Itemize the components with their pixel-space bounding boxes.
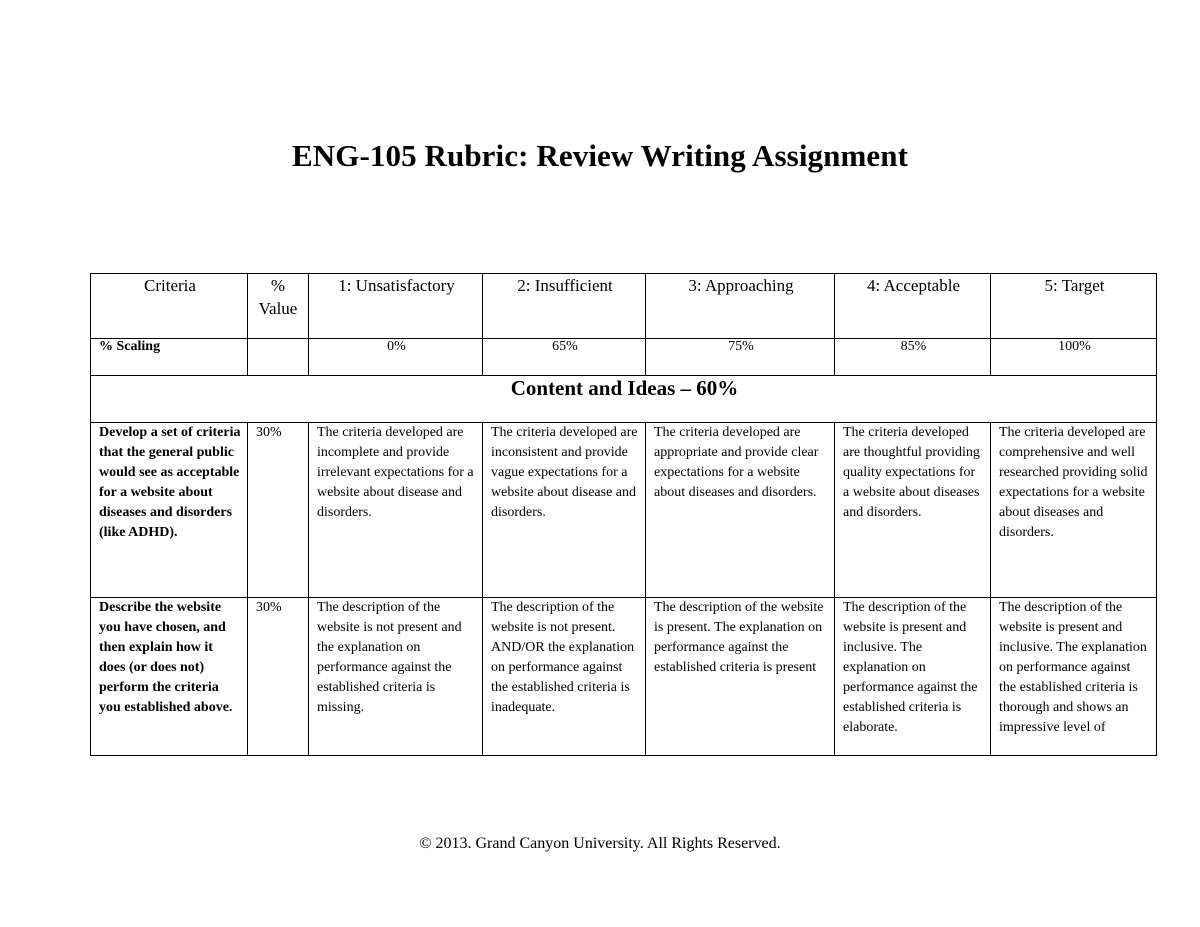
value-cell: 30% xyxy=(248,598,309,756)
level-4-cell: The criteria developed are thoughtful providing quality expectations for a website about diseases and disorders. xyxy=(835,423,991,598)
scaling-level-5: 100% xyxy=(991,339,1157,376)
scaling-level-3: 75% xyxy=(646,339,835,376)
section-row xyxy=(91,376,1157,423)
header-level-4: 4: Acceptable xyxy=(835,274,991,339)
copyright-footer: © 2013. Grand Canyon University. All Rights Reserved. xyxy=(419,835,781,852)
rubric-table xyxy=(90,273,1157,756)
level-2-cell: The criteria developed are inconsistent and provide vague expectations for a website about disease and disorders. xyxy=(483,423,646,598)
header-level-5: 5: Target xyxy=(991,274,1157,339)
header-row xyxy=(91,274,1157,339)
header-criteria: Criteria xyxy=(91,274,248,339)
header-level-1: 1: Unsatisfactory xyxy=(309,274,483,339)
level-4-cell: The description of the website is present and inclusive. The explanation on performance against the established criteria is elaborate. xyxy=(835,598,991,756)
table-row xyxy=(91,423,1157,598)
scaling-row xyxy=(91,339,1157,376)
level-1-cell: The description of the website is not present and the explanation on performance against the established criteria is missing. xyxy=(309,598,483,756)
criterion-cell: Develop a set of criteria that the general public would see as acceptable for a website about diseases and disorders (like ADHD). xyxy=(91,423,248,598)
section-title: Content and Ideas – 60% xyxy=(91,376,1157,423)
level-5-cell: The description of the website is present and inclusive. The explanation on performance against the established criteria is thorough and shows an impressive level of xyxy=(991,598,1157,756)
header-level-3: 3: Approaching xyxy=(646,274,835,339)
scaling-level-4: 85% xyxy=(835,339,991,376)
level-5-cell: The criteria developed are comprehensive and well researched providing solid expectations for a website about diseases and disorders. xyxy=(991,423,1157,598)
table-row xyxy=(91,598,1157,756)
level-3-cell: The description of the website is present. The explanation on performance against the established criteria is present xyxy=(646,598,835,756)
level-3-cell: The criteria developed are appropriate and provide clear expectations for a website about diseases and disorders. xyxy=(646,423,835,598)
header-level-2: 2: Insufficient xyxy=(483,274,646,339)
level-1-cell: The criteria developed are incomplete and provide irrelevant expectations for a website about disease and disorders. xyxy=(309,423,483,598)
level-2-cell: The description of the website is not present. AND/OR the explanation on performance against the established criteria is inadequate. xyxy=(483,598,646,756)
scaling-value xyxy=(248,339,309,376)
scaling-level-2: 65% xyxy=(483,339,646,376)
scaling-label: % Scaling xyxy=(91,339,248,376)
header-percent-value: % Value xyxy=(248,274,309,339)
page-title: ENG-105 Rubric: Review Writing Assignment xyxy=(291,138,909,173)
scaling-level-1: 0% xyxy=(309,339,483,376)
value-cell: 30% xyxy=(248,423,309,598)
criterion-cell: Describe the website you have chosen, and then explain how it does (or does not) perform the criteria you established above. xyxy=(91,598,248,756)
